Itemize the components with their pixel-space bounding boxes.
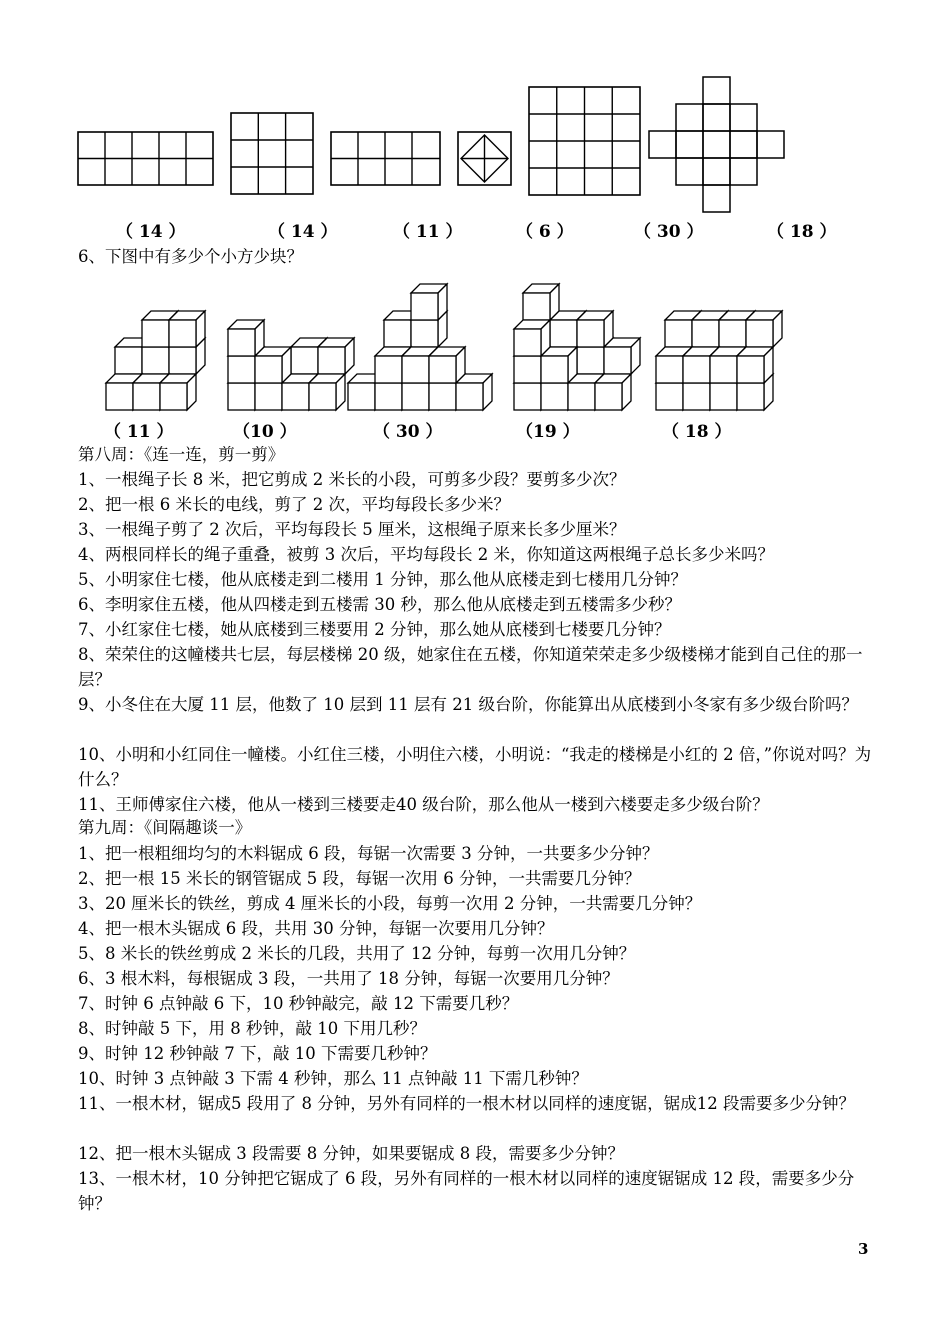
week8-question-9: 9、小冬住在大厦 11 层，他数了 10 层到 11 层有 21 级台阶，你能算出从底楼到小冬家有多少级台阶吗？ (78, 695, 858, 714)
grid-figure-5 (528, 86, 642, 197)
cube-stack-4-cube (604, 338, 640, 374)
cube-stack-1-cube (169, 311, 205, 347)
cube-stack-2-cube (228, 320, 264, 356)
page-number: 3 (858, 1240, 869, 1258)
week8-question-4: 4、两根同样长的绳子重叠，被剪 3 次后，平均每段长 2 米，你知道这两根绳子总长多少米吗？ (78, 545, 774, 564)
cube-stack-3 (348, 284, 492, 410)
week8-question-2: 2、把一根 6 米长的电线，剪了 2 次，平均每段长多少米？ (78, 495, 510, 514)
grid-answer-6: （ 18 ） (767, 222, 837, 242)
week9-question-13: 13、一根木材，10 分钟把它锯成了 6 段，另外有同样的一根木材以同样的速度锯锯成 12 段，需要多少分钟？ (78, 1169, 855, 1213)
week8-question-5: 5、小明家住七楼，他从底楼走到二楼用 1 分钟，那么他从底楼走到七楼用几分钟？ (78, 570, 687, 589)
cube-stack-1-cube (160, 374, 196, 410)
grid-answer-5: （ 30 ） (634, 222, 704, 242)
cube-stack-2 (228, 320, 354, 410)
cube-stack-3-cube (429, 347, 465, 383)
grid-answer-3: （ 11 ） (393, 222, 463, 242)
cube-stack-5 (656, 311, 782, 410)
grid-answer-4: （ 6 ） (516, 222, 574, 242)
cube-stacks-figure (0, 270, 950, 420)
cube-answer-1: （ 11 ） (104, 422, 174, 442)
week9-question-12: 12、把一根木头锯成 3 段需要 8 分钟，如果要锯成 8 段，需要多少分钟？ (78, 1144, 624, 1163)
cube-stack-4-cube (541, 347, 577, 383)
week9-heading: 第九周：《间隔趣谈一》 (78, 818, 252, 837)
cube-stack-2-cube (255, 347, 291, 383)
cube-stack-2-cube (318, 338, 354, 374)
cube-stack-3-cube (456, 374, 492, 410)
week8-question-7: 7、小红家住七楼，她从底楼到三楼要用 2 分钟，那么她从底楼到七楼要几分钟？ (78, 620, 671, 639)
week9-question-8: 8、时钟敲 5 下，用 8 秒钟，敲 10 下用几秒？ (78, 1019, 426, 1038)
cube-answer-4: （19 ） (516, 422, 580, 442)
week9-question-4: 4、把一根木头锯成 6 段，共用 30 分钟，每锯一次要用几分钟？ (78, 919, 554, 938)
grid-figure-3 (330, 131, 442, 187)
week9-question-9: 9、时钟 12 秒钟敲 7 下，敲 10 下需要几秒钟？ (78, 1044, 437, 1063)
week8-question-8: 8、荣荣住的这幢楼共七层，每层楼梯 20 级，她家住在五楼，你知道荣荣走多少级楼梯才能到自己住的那一层？ (78, 645, 863, 689)
grid-answer-1: （ 14 ） (116, 222, 186, 242)
week8-question-1: 1、一根绳子长 8 米，把它剪成 2 米长的小段，可剪多少段？要剪多少次？ (78, 470, 626, 489)
week8-question-10: 10、小明和小红同住一幢楼。小红住三楼，小明住六楼，小明说：“我走的楼梯是小红的 2 倍，”你说对吗？为什么？ (78, 745, 872, 789)
cube-stack-4-cube (523, 284, 559, 320)
week9-question-2: 2、把一根 15 米长的钢管锯成 5 段，每锯一次用 6 分钟，一共需要几分钟？ (78, 869, 641, 888)
cube-stack-4 (514, 284, 640, 410)
cube-stack-2-cube (309, 374, 345, 410)
week8-question-11: 11、王师傅家住六楼，他从一楼到三楼要走40 级台阶，那么他从一楼到六楼要走多少级台阶？ (78, 795, 769, 814)
week9-question-1: 1、把一根粗细均匀的木料锯成 6 段，每锯一次需要 3 分钟，一共要多少分钟？ (78, 844, 659, 863)
week9-question-11: 11、一根木材，锯成5 段用了 8 分钟，另外有同样的一根木材以同样的速度锯，锯成12 段需要多少分钟？ (78, 1094, 855, 1113)
week9-question-5: 5、8 米长的铁丝剪成 2 米长的几段，共用了 12 分钟，每剪一次用几分钟？ (78, 944, 636, 963)
cube-stack-1 (106, 311, 205, 410)
week9-question-6: 6、3 根木料，每根锯成 3 段，一共用了 18 分钟，每锯一次要用几分钟？ (78, 969, 619, 988)
week9-question-3: 3、20 厘米长的铁丝，剪成 4 厘米长的小段，每剪一次用 2 分钟，一共需要几分钟？ (78, 894, 702, 913)
week8-question-6: 6、李明家住五楼，他从四楼走到五楼需 30 秒，那么他从底楼走到五楼需多少秒？ (78, 595, 681, 614)
cube-answer-3: （ 30 ） (373, 422, 443, 442)
cube-stack-4-cube (595, 374, 631, 410)
cube-stack-3-cube (411, 284, 447, 320)
question-6-title: 6、下图中有多少个小方少块？ (78, 247, 303, 266)
cube-answer-2: （10 ） (233, 422, 297, 442)
grid-figure-4 (457, 131, 513, 187)
grid-answer-2: （ 14 ） (268, 222, 338, 242)
week8-heading: 第八周：《连一连，剪一剪》 (78, 445, 285, 464)
cube-stack-4-cube (514, 320, 550, 356)
cube-stack-4-cube (577, 311, 613, 347)
cube-stack-5-cube (737, 347, 773, 383)
week9-question-7: 7、时钟 6 点钟敲 6 下，10 秒钟敲完，敲 12 下需要几秒？ (78, 994, 519, 1013)
week8-question-3: 3、一根绳子剪了 2 次后，平均每段长 5 厘米，这根绳子原来长多少厘米？ (78, 520, 626, 539)
grid-figure-1 (77, 131, 215, 187)
cube-answer-5: （ 18 ） (662, 422, 732, 442)
cube-stack-5-cube (746, 311, 782, 347)
week9-question-10: 10、时钟 3 点钟敲 3 下需 4 秒钟，那么 11 点钟敲 11 下需几秒钟？ (78, 1069, 588, 1088)
grid-figure-2 (230, 112, 315, 196)
grid-figure-6 (647, 76, 787, 216)
